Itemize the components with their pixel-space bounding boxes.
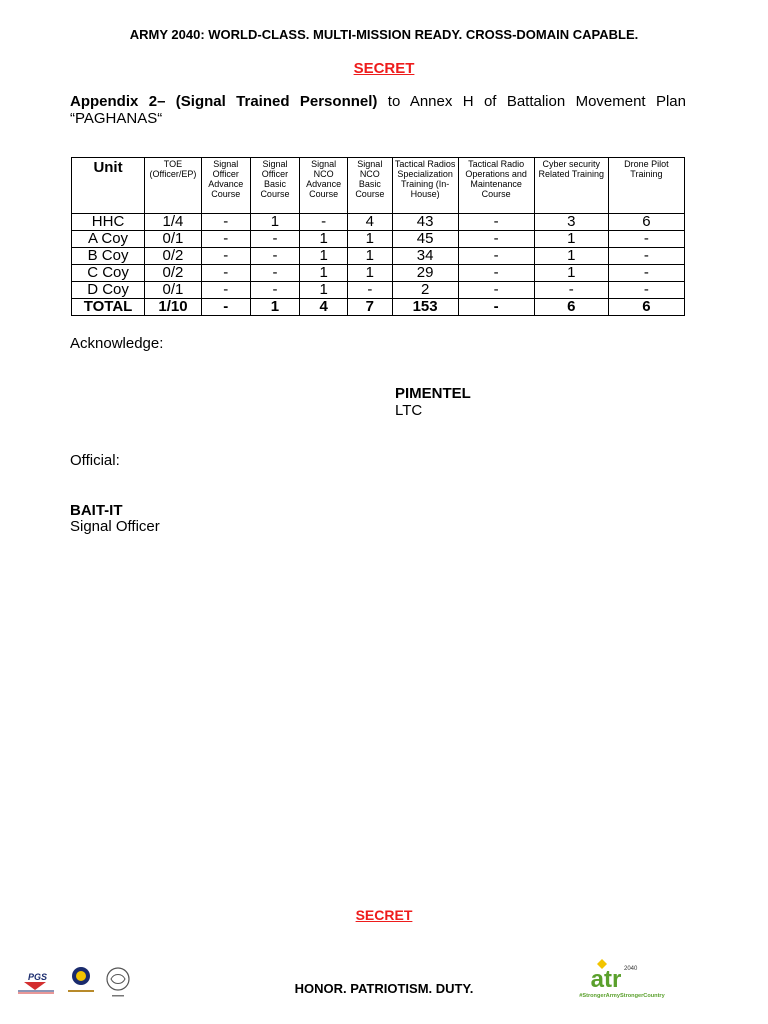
atr-hashtag-text: #StrongerArmyStrongerCountry bbox=[579, 993, 665, 999]
appendix-title bbox=[70, 93, 686, 127]
appendix-subject: (Signal Trained Personnel) bbox=[175, 93, 378, 110]
table-cell: - bbox=[608, 248, 684, 265]
table-cell: 2 bbox=[392, 282, 458, 299]
table-cell: 153 bbox=[392, 299, 458, 316]
table-cell: 1 bbox=[348, 265, 393, 282]
header-signal-nco-advance: Signal NCO Advance Course bbox=[300, 158, 348, 214]
table-cell: 4 bbox=[348, 214, 393, 231]
header-unit: Unit bbox=[72, 158, 145, 214]
table-cell: - bbox=[458, 265, 534, 282]
atr-logo bbox=[574, 957, 674, 1001]
atr-logo-icon bbox=[574, 957, 674, 1001]
table-cell: - bbox=[201, 231, 250, 248]
table-cell: - bbox=[250, 282, 300, 299]
header-signal-officer-advance: Signal Officer Advance Course bbox=[201, 158, 250, 214]
official-label: Official: bbox=[70, 452, 120, 469]
table-cell: 4 bbox=[300, 299, 348, 316]
table-cell: - bbox=[201, 248, 250, 265]
table-row bbox=[72, 231, 685, 248]
table-total-row bbox=[72, 299, 685, 316]
header-signal-nco-basic: Signal NCO Basic Course bbox=[348, 158, 393, 214]
table-row bbox=[72, 248, 685, 265]
pgs-logo-text: PGS bbox=[28, 972, 48, 982]
signatory-name: PIMENTEL bbox=[395, 385, 471, 402]
table-cell: - bbox=[201, 299, 250, 316]
table-cell: - bbox=[608, 282, 684, 299]
table-cell: 6 bbox=[608, 214, 684, 231]
table-cell: 1 bbox=[250, 299, 300, 316]
table-cell: 0/1 bbox=[145, 282, 202, 299]
header-signal-officer-basic: Signal Officer Basic Course bbox=[250, 158, 300, 214]
table-row bbox=[72, 265, 685, 282]
table-cell: 6 bbox=[534, 299, 608, 316]
appendix-label: Appendix 2 bbox=[70, 93, 158, 110]
table-cell: 1 bbox=[300, 282, 348, 299]
table-cell: 1 bbox=[300, 248, 348, 265]
header-toe: TOE (Officer/EP) bbox=[145, 158, 202, 214]
table-cell: - bbox=[250, 231, 300, 248]
appendix-rest: to Annex H of Battalion Movement Plan “PAGHANAS“ bbox=[70, 93, 686, 127]
table-cell: - bbox=[608, 265, 684, 282]
table-cell: - bbox=[458, 231, 534, 248]
table-cell-unit: A Coy bbox=[72, 231, 145, 248]
table-cell: 1 bbox=[300, 231, 348, 248]
signal-personnel-table bbox=[71, 157, 685, 316]
table-cell: - bbox=[534, 282, 608, 299]
table-cell: - bbox=[458, 299, 534, 316]
atr-year-text: 2040 bbox=[624, 966, 638, 972]
appendix-dash: – bbox=[157, 93, 176, 110]
table-cell: 43 bbox=[392, 214, 458, 231]
table-cell: 1 bbox=[534, 231, 608, 248]
table-cell: 34 bbox=[392, 248, 458, 265]
table-cell: - bbox=[300, 214, 348, 231]
table-cell: 7 bbox=[348, 299, 393, 316]
classification-bottom: SECRET bbox=[355, 907, 413, 923]
table-cell: 45 bbox=[392, 231, 458, 248]
table-row bbox=[72, 214, 685, 231]
header-tactical-radios-specialization: Tactical Radios Specialization Training (In-House) bbox=[392, 158, 458, 214]
table-cell: 1/4 bbox=[145, 214, 202, 231]
table-cell: - bbox=[250, 248, 300, 265]
classification-top: SECRET bbox=[353, 60, 415, 77]
table-cell: 29 bbox=[392, 265, 458, 282]
table-cell-unit: TOTAL bbox=[72, 299, 145, 316]
official-title: Signal Officer bbox=[70, 518, 160, 535]
table-cell: - bbox=[201, 265, 250, 282]
signatory-rank: LTC bbox=[395, 402, 423, 419]
header-tactical-radio-operations: Tactical Radio Operations and Maintenance Course bbox=[458, 158, 534, 214]
table-header-row bbox=[72, 158, 685, 214]
table-cell: 1 bbox=[534, 248, 608, 265]
table-cell: 1 bbox=[250, 214, 300, 231]
table-cell-unit: C Coy bbox=[72, 265, 145, 282]
table-cell: 1 bbox=[534, 265, 608, 282]
table-cell: - bbox=[201, 282, 250, 299]
table-cell: - bbox=[458, 248, 534, 265]
table-cell-unit: B Coy bbox=[72, 248, 145, 265]
table-cell: 0/2 bbox=[145, 265, 202, 282]
table-cell: - bbox=[201, 214, 250, 231]
header-drone-pilot: Drone Pilot Training bbox=[608, 158, 684, 214]
table-cell: 6 bbox=[608, 299, 684, 316]
table-cell: - bbox=[458, 282, 534, 299]
header-motto: ARMY 2040: WORLD-CLASS. MULTI-MISSION READY. CROSS-DOMAIN CAPABLE. bbox=[129, 27, 639, 42]
table-cell-unit: D Coy bbox=[72, 282, 145, 299]
table-cell: 1 bbox=[300, 265, 348, 282]
acknowledge-label: Acknowledge: bbox=[70, 335, 164, 352]
table-cell: - bbox=[458, 214, 534, 231]
atr-logo-text: atr bbox=[590, 966, 622, 993]
table-cell: - bbox=[608, 231, 684, 248]
official-name: BAIT-IT bbox=[70, 502, 123, 519]
table-cell-unit: HHC bbox=[72, 214, 145, 231]
table-row bbox=[72, 282, 685, 299]
table-cell: 3 bbox=[534, 214, 608, 231]
table-cell: - bbox=[348, 282, 393, 299]
table-cell: 1 bbox=[348, 231, 393, 248]
table-cell: 1/10 bbox=[145, 299, 202, 316]
table-cell: 0/2 bbox=[145, 248, 202, 265]
footer-motto: HONOR. PATRIOTISM. DUTY. bbox=[294, 981, 474, 996]
header-cyber-security: Cyber security Related Training bbox=[534, 158, 608, 214]
table-cell: - bbox=[250, 265, 300, 282]
table-cell: 0/1 bbox=[145, 231, 202, 248]
table-cell: 1 bbox=[348, 248, 393, 265]
